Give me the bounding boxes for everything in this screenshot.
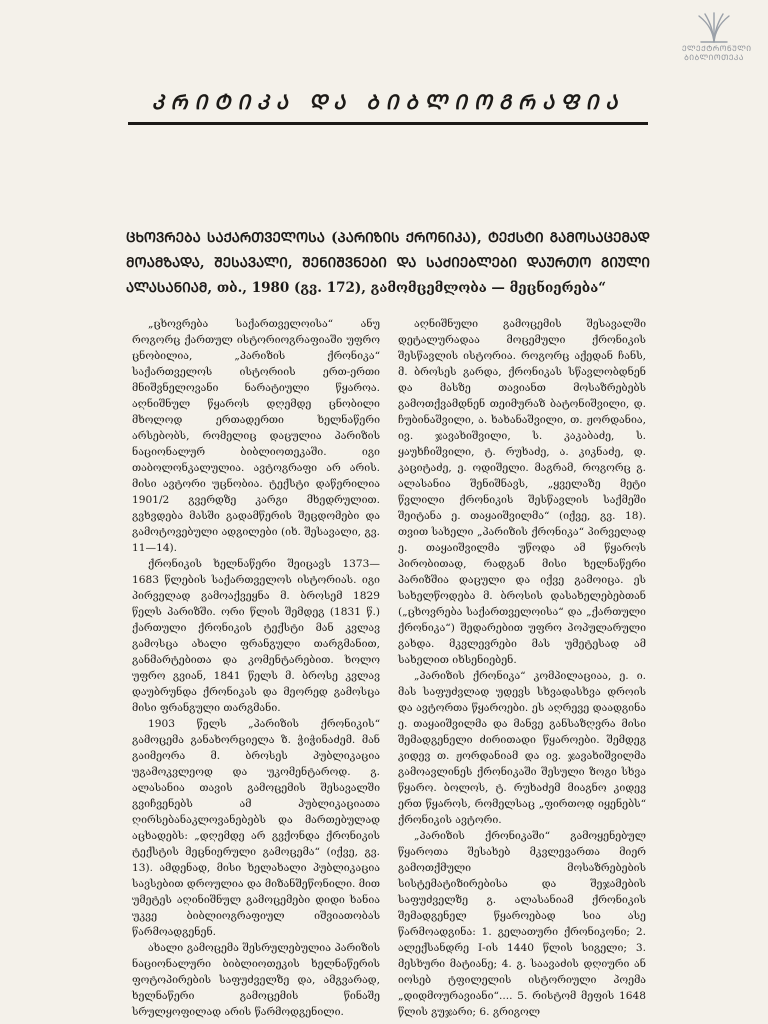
title-rule: [128, 122, 648, 125]
right-column: [398, 316, 646, 1020]
left-paragraph-1: „ცხოვრება საქართველოისა“ ანუ როგორც ქართულ ისტორიოგრაფიაში უფრო ცნობილია, „პარიზის ქრონიკა“ საქართველოს ისტორიის ერთ-ერთი მნიშვნელოვანი ნარატიული წყაროა. აღნიშნულ წყაროს დღემდე ცნობილი მხოლოდ ერთადერთი ხელნაწერი არსებობს, რომელიც დაცულია პარიზის ნაციონალურ ბიბლიოთეკაში. იგი თაბოლონკალულია. ავტოგრაფი არ არის. მისი ავტორი უცნობია. ტექსტი დაწერილია 1901/2 გვერდზე კარგი მხედრულით. გვხვდება მასში გადამწერის შეცდომები და გამოტოვებული ადგილები (იხ. შესავალი, გვ. 11—14).: [132, 318, 380, 554]
right-paragraph-1: აღნიშნული გამოცემის შესავალში დეტალურადაა მოცემული ქრონიკის შესწავლის ისტორია. როგორც აქედან ჩანს, მ. ბროსეს გარდა, ქრონიკას სწავლობდნენ და მასზე თავიანთ მოსაზრებებს გამოთქვამდნენ თეიმურაზ ბატონიშვილი, დ. ჩუბინაშვილი, ა. ხახანაშვილი, თ. ჟორდანია, ივ. ჯავახიშვილი, ს. კაკაბაძე, ს. ყაუხჩიშვილი, ტ. რუხაძე, ა. კიკნაძე, დ. კაციტაძე, ე. ოდიშელი. მაგრამ, როგორც გ. ალასანია შენიშნავს, „ყველაზე მეტი წვლილი ქრონიკის შესწავლის საქმეში შეიტანა ე. თაყაიშვილმა“ (იქვე, გვ. 18). თვით სახელი „პარიზის ქრონიკა“ პირველად ე. თაყაიშვილმა უწოდა ამ წყაროს პირობითად, რადგან მისი ხელნაწერი პარიზშია დაცული და იქვე გამოიცა. ეს სახელწოდება მ. ბროსის დასახელებებთან („ცხოვრება საქართველოისა“ და „ქართული ქრონიკა“) შედარებით უფრო პოპულარული გახდა. მკვლევრები მას უმეტესად ამ სახელით იხსენიებენ.: [398, 318, 646, 666]
logo-text-line1: ᲔᲚᲔᲥᲢᲠᲝᲜᲣᲚᲘ: [682, 44, 752, 53]
right-paragraph-3: „პარიზის ქრონიკაში“ გამოყენებულ წყაროთა შესახებ მკვლევართა მიერ გამოთქმული მოსაზრებების სისტემატიზირებისა და შეჯამების საფუძველზე გ. ალასანიამ ქრონიკის შემადგენელ წყაროებად სია ასე წარმოადგინა: 1. გელათური ქრონიკონი; 2. ალექსანდრე I-ის 1440 წლის სიგელი; 3. მესხური მატიანე; 4. გ. საავაძის დღიური ან იოსებ ტფილელის ისტორიული პოემა „დიდმოურავიანი“.... 5. რისტომ მეფის 1648 წლის გუჯარი; 6. გრიგოლ: [398, 830, 646, 1018]
library-logo: [682, 12, 752, 72]
left-paragraph-3: 1903 წელს „პარიზის ქრონიკის“ გამოცემა განახორციელა ზ. ჭიჭინაძემ. მან გაიმეორა მ. ბროსეს პუბლიკაცია უგამოკვლეოდ და უკომენტაროდ. გ. ალასანია თავის გამოცემის შესავალში გვიჩვენებს ამ პუბლიკაციათა ღირსებანაკლოვანებებს და მართებულად აცხადებს: „დღემდე არ გვქონდა ქრონიკის ტექსტის მეცნიერული გამოცემა“ (იქვე, გვ. 13). ამდენად, მისი ხელახალი პუბლიკაცია სავსებით დროულია და მიზანშეწონილი. მით უმეტეს აღინიშნულ გამოცემები დიდი ხანია უკვე ბიბლიოგრაფიულ იშვიათობას წარმოადგენენ.: [132, 718, 380, 938]
right-paragraph-2: „პარიზის ქრონიკა“ კომპილაციაა, ე. ი. მას საფუძვლად უდევს სხვადასხვა დროის და ავტორთა წყაროები. ეს აღრევე დაადგინა ე. თაყაიშვილმა და მანვე განსაზღვრა მისი შემადგენელი ძირითადი წყაროები. შემდეგ კიდევ თ. ჟორდანიამ და ივ. ჯავახიშვილმა გამოავლინეს ქრონიკაში შესული ზოგი სხვა წყარო. ბოლოს, ტ. რუხაძემ მიაგნო კიდევ ერთ წყაროს, რომელსაც „ფირთოდ იყენებს“ ქრონიკის ავტორი.: [398, 670, 646, 826]
left-paragraph-4: ახალი გამოცემა შესრულებულია პარიზის ნაციონალური ბიბლიოთეკის ხელნაწერის ფოტოპირების საფუძველზე და, ამგვარად, ხელნაწერი გამოცემის წინაშე სრულყოფილად არის წარმოდგენილი.: [132, 942, 380, 1018]
left-column: [132, 316, 380, 1020]
review-headline: ᲪᲮᲝᲕᲠᲔᲑᲐ ᲡᲐᲥᲐᲠᲗᲕᲔᲚᲝᲡᲐ (ᲞᲐᲠᲘᲖᲘᲡ ᲥᲠᲝᲜᲘᲙᲐ), ᲢᲔᲥᲡᲢᲘ ᲒᲐᲛᲝᲡᲐᲪᲔᲛᲐᲓ ᲛᲝᲐᲛᲖᲐᲓᲐ, ᲨᲔᲡᲐᲕᲐᲚᲘ, ᲨᲔᲜᲘᲨᲕᲜᲔᲑᲘ ᲓᲐ ᲡᲐᲫᲘᲔᲑᲚᲔᲑᲘ ᲓᲐᲣᲠᲗᲝ ᲒᲘᲣᲚᲘ ᲐᲚᲐᲡᲐᲜᲘᲐᲛ, თბ., 1980 (გვ. 172), გამომცემლობა — მეცნიერება“: [126, 230, 650, 296]
logo-text-line2: ᲑᲘᲑᲚᲘᲝᲗᲔᲙᲐ: [684, 53, 744, 62]
left-paragraph-2: ქრონიკის ხელნაწერი შეიცავს 1373—1683 წლების საქართველოს ისტორიას. იგი პირველად გამოაქვეყნა მ. ბროსემ 1829 წელს პარიზში. ორი წლის შემდეგ (1831 წ.) ქართული ქრონიკის ტექსტი მან კვლავ გამოსცა ახალი ფრანგული თარგმანით, განმარტებითა და კომენტარებით. ხოლო უფრო გვიან, 1841 წელს მ. ბროსე კვლავ დაუბრუნდა ქრონიკას და მეორედ გამოსცა მისი ფრანგული თარგმანი.: [132, 558, 380, 714]
library-emblem-icon: [691, 12, 737, 44]
section-title: ᲙᲠᲘᲢᲘᲙᲐ ᲓᲐ ᲑᲘᲑᲚᲘᲝᲒᲠᲐᲤᲘᲐ: [151, 90, 625, 114]
